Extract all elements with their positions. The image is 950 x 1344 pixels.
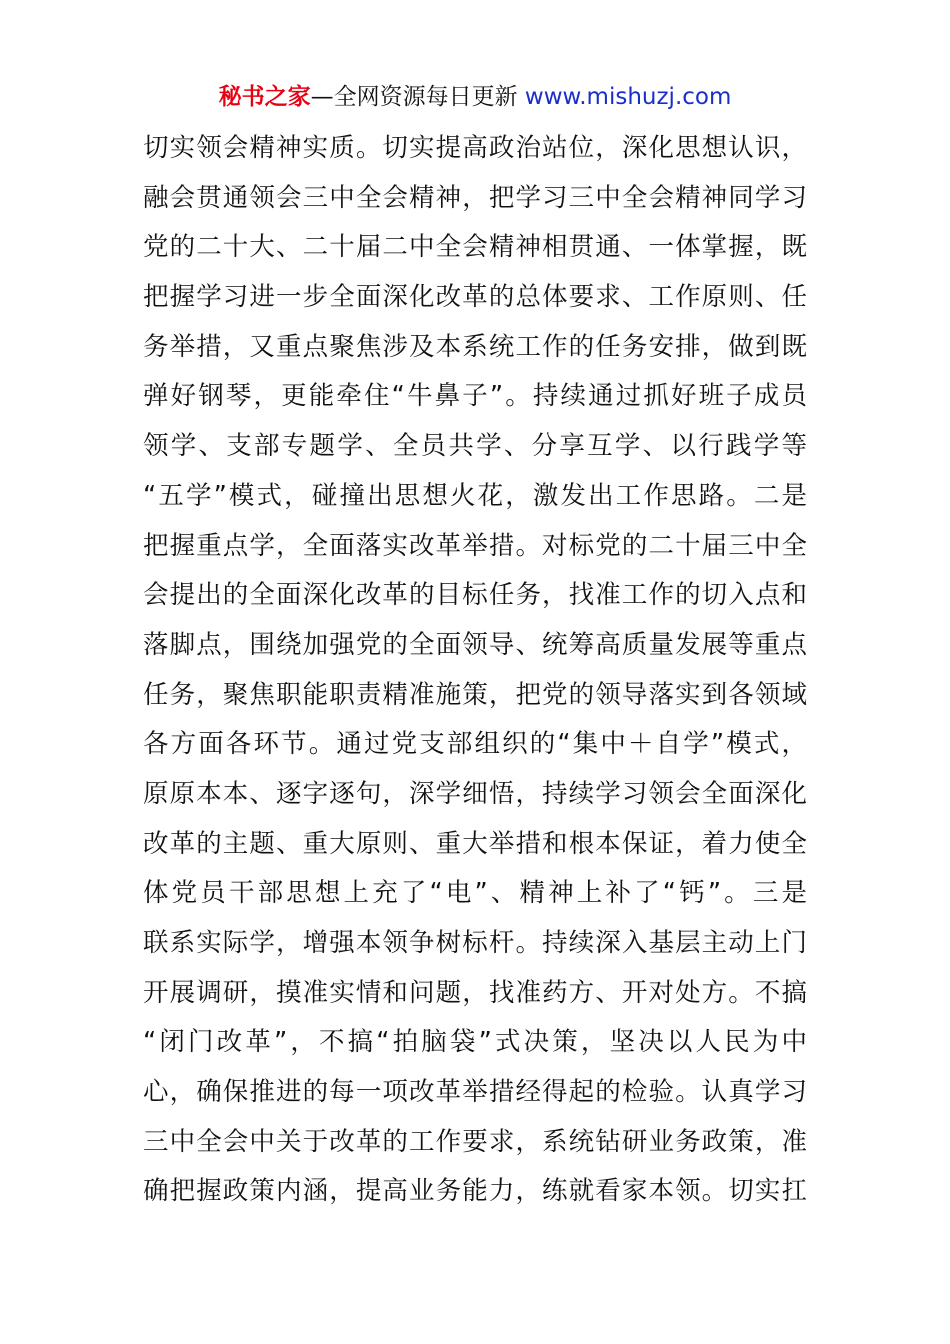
text-line: 任务，聚焦职能职责精准施策，把党的领导落实到各领域 <box>143 679 807 710</box>
text-line: 党的二十大、二十届二中全会精神相贯通、一体掌握，既 <box>143 232 807 263</box>
text-line: “五学”模式，碰撞出思想火花，激发出工作思路。二是 <box>143 480 807 511</box>
document-body <box>143 124 807 1217</box>
text-line: 改革的主题、重大原则、重大举措和根本保证，着力使全 <box>143 828 807 859</box>
site-url-link[interactable]: www.mishuzj.com <box>524 84 732 110</box>
text-line: 会提出的全面深化改革的目标任务，找准工作的切入点和 <box>143 580 807 611</box>
page-header <box>0 80 950 114</box>
text-line: 原原本本、逐字逐句，深学细悟，持续学习领会全面深化 <box>143 778 807 809</box>
text-line: 三中全会中关于改革的工作要求，系统钻研业务政策，准 <box>143 1126 807 1157</box>
text-line: 弹好钢琴，更能牵住“牛鼻子”。持续通过抓好班子成员 <box>143 381 807 412</box>
text-line: 体党员干部思想上充了“电”、精神上补了“钙”。三是 <box>143 878 807 909</box>
text-line: 心，确保推进的每一项改革举措经得起的检验。认真学习 <box>143 1077 807 1108</box>
text-line: 确把握政策内涵，提高业务能力，练就看家本领。切实扛 <box>143 1176 807 1207</box>
text-line: 领学、支部专题学、全员共学、分享互学、以行践学等 <box>143 431 807 462</box>
text-line: 务举措，又重点聚焦涉及本系统工作的任务安排，做到既 <box>143 331 807 362</box>
text-line: 把握学习进一步全面深化改革的总体要求、工作原则、任 <box>143 282 807 313</box>
text-line: “闭门改革”，不搞“拍脑袋”式决策，坚决以人民为中 <box>143 1027 807 1058</box>
text-line: 落脚点，围绕加强党的全面领导、统筹高质量发展等重点 <box>143 629 807 660</box>
text-line: 融会贯通领会三中全会精神，把学习三中全会精神同学习 <box>143 182 807 213</box>
text-line: 各方面各环节。通过党支部组织的“集中＋自学”模式， <box>143 729 807 760</box>
text-line: 切实领会精神实质。切实提高政治站位，深化思想认识， <box>143 133 807 163</box>
text-line: 把握重点学，全面落实改革举措。对标党的二十届三中全 <box>143 530 807 561</box>
header-tagline: —全网资源每日更新 <box>310 84 518 110</box>
brand-name: 秘书之家 <box>218 84 311 110</box>
text-line: 开展调研，摸准实情和问题，找准药方、开对处方。不搞 <box>143 977 807 1008</box>
text-line: 联系实际学，增强本领争树标杆。持续深入基层主动上门 <box>143 928 807 958</box>
